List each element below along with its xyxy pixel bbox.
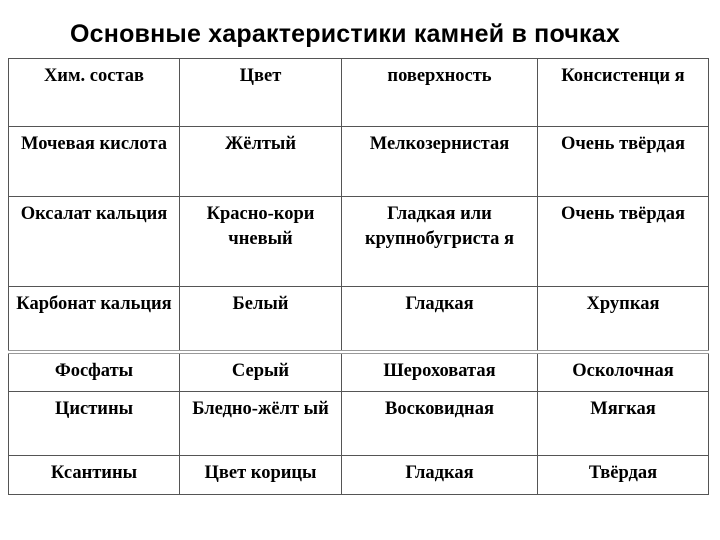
- table-cell: Цистины: [9, 392, 180, 456]
- table-cell: Цвет корицы: [180, 456, 342, 495]
- table-cell: Твёрдая: [538, 456, 709, 495]
- table-cell: Оксалат кальция: [9, 197, 180, 287]
- header-cell-composition: Хим. состав: [9, 59, 180, 127]
- table-cell: Карбонат кальция: [9, 287, 180, 353]
- table-cell: Серый: [180, 352, 342, 392]
- header-cell-color: Цвет: [180, 59, 342, 127]
- table-header-row: [9, 59, 709, 127]
- kidney-stones-table: [8, 58, 709, 495]
- table-cell: Мелкозернистая: [342, 127, 538, 197]
- table-cell: Фосфаты: [9, 352, 180, 392]
- table-cell: Мягкая: [538, 392, 709, 456]
- table-cell: Мочевая кислота: [9, 127, 180, 197]
- table-cell: Ксантины: [9, 456, 180, 495]
- table-cell: Гладкая: [342, 287, 538, 353]
- table-row: [9, 392, 709, 456]
- table-cell: Красно-кори чневый: [180, 197, 342, 287]
- table-cell: Белый: [180, 287, 342, 353]
- table-cell: Гладкая: [342, 456, 538, 495]
- table-row: [9, 197, 709, 287]
- table-cell: Очень твёрдая: [538, 127, 709, 197]
- table-cell: Гладкая или крупнобугриста я: [342, 197, 538, 287]
- table-cell: Очень твёрдая: [538, 197, 709, 287]
- header-cell-surface: поверхность: [342, 59, 538, 127]
- table-row: [9, 127, 709, 197]
- table-cell: Бледно-жёлт ый: [180, 392, 342, 456]
- table-cell: Хрупкая: [538, 287, 709, 353]
- table-cell: Жёлтый: [180, 127, 342, 197]
- table-row: [9, 456, 709, 495]
- table-row: [9, 352, 709, 392]
- table-cell: Восковидная: [342, 392, 538, 456]
- page-title: Основные характеристики камней в почках: [70, 20, 620, 48]
- table-cell: Шероховатая: [342, 352, 538, 392]
- table-cell: Осколочная: [538, 352, 709, 392]
- table-row: [9, 287, 709, 353]
- header-cell-consistency: Консистенци я: [538, 59, 709, 127]
